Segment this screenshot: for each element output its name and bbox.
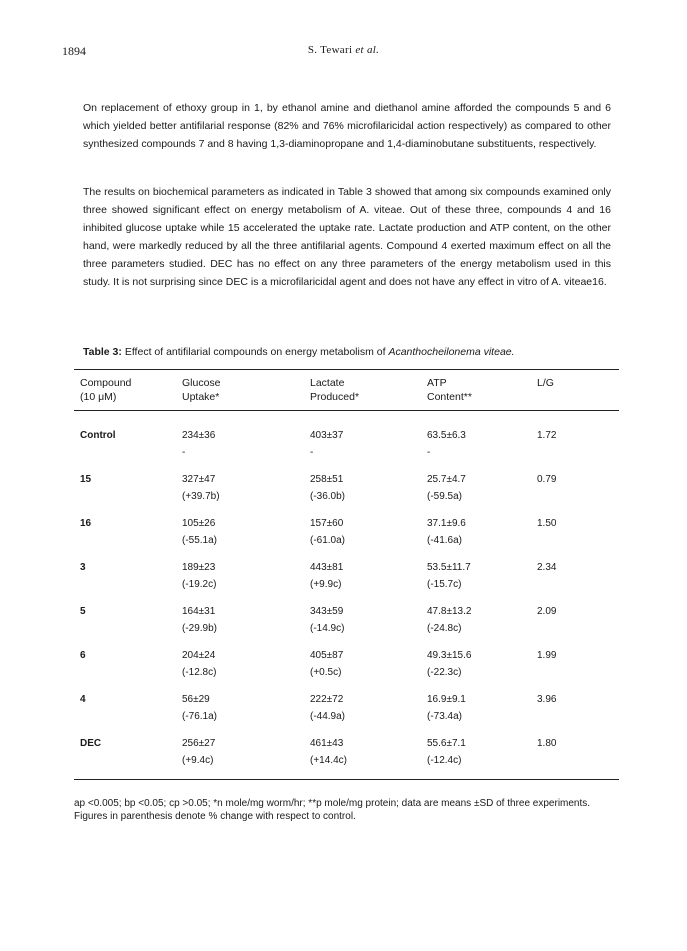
table-cell: 204±24 — [182, 650, 216, 661]
table-cell: 403±37 — [310, 430, 344, 441]
table-cell: 0.79 — [537, 474, 557, 485]
table-caption-label: Table 3: — [83, 346, 122, 358]
paragraph-1: On replacement of ethoxy group in 1, by ethanol amine and diethanol amine afforded the compounds 5 and 6 which yielded better antifilarial response (82% and 76% microfilaricidal action respectively) as compared to other synthesized compounds 7 and 8 having 1,3-diaminopropane and 1,4-diaminobutane substituents, respectively. — [83, 102, 611, 150]
table-header-line2: (10 μM) — [80, 391, 117, 403]
table-header-line1: Glucose — [182, 377, 221, 389]
table-cell-percent: (-14.9c) — [310, 623, 345, 634]
row-label: 15 — [80, 474, 92, 485]
table-cell-percent: (+0.5c) — [310, 667, 342, 678]
row-label: Control — [80, 430, 116, 441]
table-cell-percent: (-36.0b) — [310, 491, 346, 502]
table-cell-percent: (+39.7b) — [182, 491, 220, 502]
table-cell-percent: (-15.7c) — [427, 579, 462, 590]
table-cell: 443±81 — [310, 562, 344, 573]
table-cell-percent: - — [427, 447, 431, 458]
table-cell: 63.5±6.3 — [427, 430, 466, 441]
table-cell: 53.5±11.7 — [427, 562, 471, 573]
table-cell-percent: (-61.0a) — [310, 535, 346, 546]
table-header-2 — [310, 376, 359, 404]
table-cell-percent: (-29.9b) — [182, 623, 218, 634]
table-header-line1: ATP — [427, 377, 447, 389]
table-header-line1: L/G — [537, 377, 554, 389]
table-cell: 157±60 — [310, 518, 344, 529]
table-cell-percent: (+9.9c) — [310, 579, 342, 590]
table-cell-percent: (-59.5a) — [427, 491, 463, 502]
table-header-line1: Lactate — [310, 377, 345, 389]
table-cell: 1.99 — [537, 650, 557, 661]
table-cell: 1.50 — [537, 518, 557, 529]
table-cell: 56±29 — [182, 694, 210, 705]
table-cell-percent: - — [310, 447, 314, 458]
page-number: 1894 — [62, 44, 86, 58]
table-caption-text: Effect of antifilarial compounds on energy metabolism of — [124, 346, 386, 358]
row-label: 6 — [80, 650, 86, 661]
table-cell: 327±47 — [182, 474, 216, 485]
table-cell-percent: (-44.9a) — [310, 711, 346, 722]
table-cell: 256±27 — [182, 738, 216, 749]
table-cell: 47.8±13.2 — [427, 606, 472, 617]
table-header-4 — [537, 376, 554, 390]
table-cell: 1.80 — [537, 738, 557, 749]
table-cell: 405±87 — [310, 650, 344, 661]
table-cell: 25.7±4.7 — [427, 474, 466, 485]
table-cell: 189±23 — [182, 562, 216, 573]
table-cell: 2.09 — [537, 606, 557, 617]
table-header-line1: Compound — [80, 377, 132, 389]
table-cell: 343±59 — [310, 606, 344, 617]
table-header-1 — [182, 376, 221, 404]
table-caption-species: Acanthocheilonema viteae. — [388, 346, 515, 358]
table-cell: 3.96 — [537, 694, 557, 705]
table-caption — [83, 346, 515, 358]
table-header-line2: Produced* — [310, 391, 360, 403]
table-cell: 49.3±15.6 — [427, 650, 472, 661]
table-header-line2: Uptake* — [182, 391, 220, 403]
table-cell-percent: (-12.4c) — [427, 755, 462, 766]
table-header-0 — [80, 376, 131, 404]
table-cell: 105±26 — [182, 518, 216, 529]
table-cell-percent: (-22.3c) — [427, 667, 462, 678]
table-cell-percent: (+14.4c) — [310, 755, 347, 766]
row-label: 4 — [80, 694, 86, 705]
row-label: 16 — [80, 518, 92, 529]
row-label: DEC — [80, 738, 102, 749]
table-cell-percent: (-41.6a) — [427, 535, 463, 546]
table-cell: 222±72 — [310, 694, 344, 705]
table-cell: 164±31 — [182, 606, 216, 617]
running-header-etal: et al. — [355, 44, 380, 56]
running-header-author: S. Tewari — [307, 44, 353, 56]
table-top-rule — [74, 369, 619, 370]
table-cell-percent: (-73.4a) — [427, 711, 463, 722]
table-cell-percent: - — [182, 447, 186, 458]
table-cell: 2.34 — [537, 562, 557, 573]
table-cell-percent: (+9.4c) — [182, 755, 214, 766]
paragraph-2: The results on biochemical parameters as indicated in Table 3 showed that among six compounds examined only three showed significant effect on energy metabolism of A. viteae. Out of these three, compounds 4 and 16 inhibited glucose uptake while 15 accelerated the uptake rate. Lactate production and ATP content, on the other hand, were markedly reduced by all the three antifilarial agents. Compound 4 exerted maximum effect on all the three parameters studied. DEC has no effect on any three parameters of the energy metabolism used in this study. It is not surprising since DEC is a microfilaricidal agent and does not have any effect in vitro of A. viteae16. — [83, 186, 611, 288]
table-cell: 461±43 — [310, 738, 344, 749]
table-cell-percent: (-24.8c) — [427, 623, 462, 634]
table-header-line2: Content** — [427, 391, 472, 403]
table-cell-percent: (-12.8c) — [182, 667, 217, 678]
table-cell: 1.72 — [537, 430, 557, 441]
table-header-3 — [427, 376, 472, 404]
table-footnote: ap <0.005; bp <0.05; cp >0.05; *n mole/mg worm/hr; **p mole/mg protein; data are means ±SD of three experiments. Figures in parenthesis denote % change with respect to control. — [74, 798, 591, 822]
table-bottom-rule — [74, 779, 619, 780]
running-header — [0, 44, 687, 56]
table-cell: 234±36 — [182, 430, 216, 441]
row-label: 5 — [80, 606, 86, 617]
row-label: 3 — [80, 562, 86, 573]
table-cell-percent: (-76.1a) — [182, 711, 218, 722]
table-cell: 16.9±9.1 — [427, 694, 466, 705]
table-cell: 258±51 — [310, 474, 344, 485]
table-cell: 55.6±7.1 — [427, 738, 466, 749]
table-cell-percent: (-55.1a) — [182, 535, 218, 546]
table-header-rule — [74, 410, 619, 411]
table-cell-percent: (-19.2c) — [182, 579, 217, 590]
table-cell: 37.1±9.6 — [427, 518, 466, 529]
